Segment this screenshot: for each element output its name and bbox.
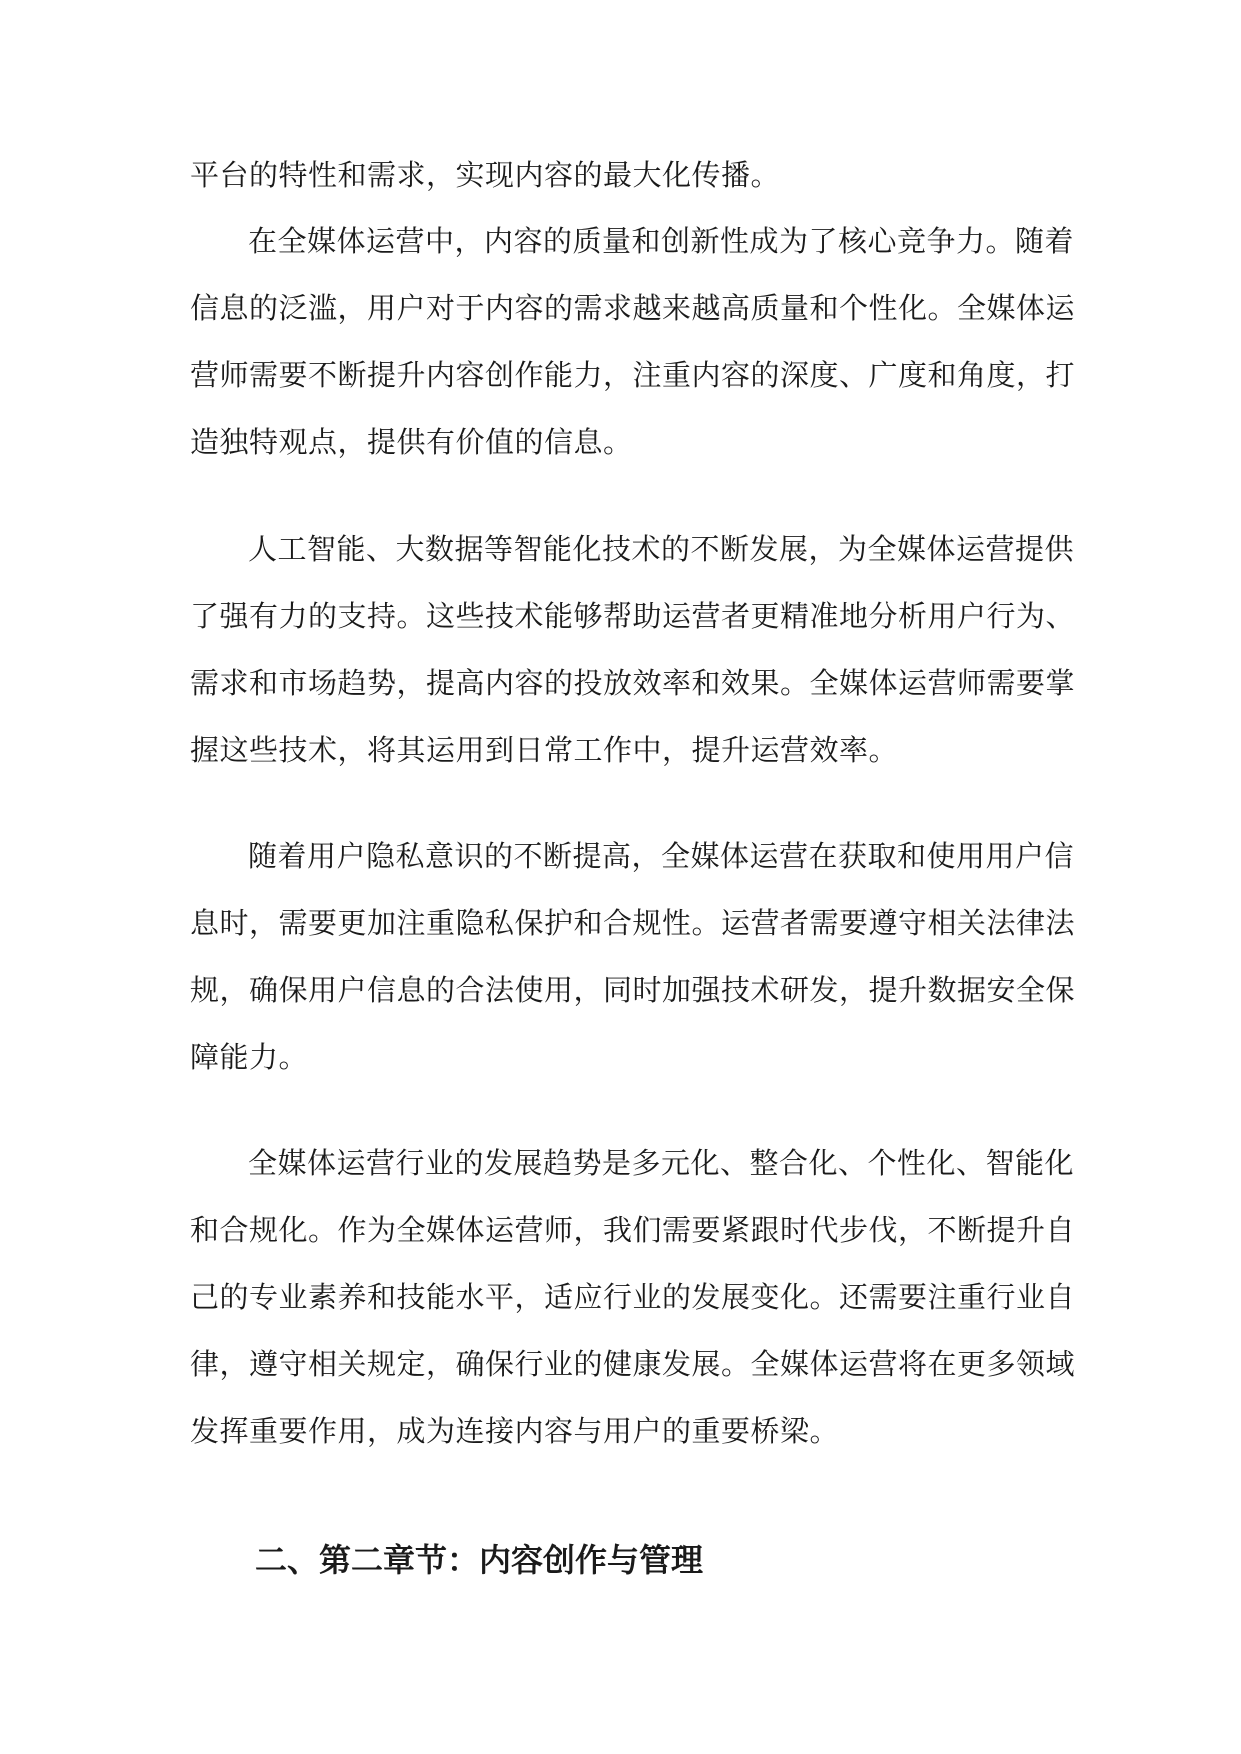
paragraph-4-line-1: 随着用户隐私意识的不断提高，全媒体运营在获取和使用用户信 <box>248 839 1075 873</box>
section-heading: 二、第二章节：内容创作与管理 <box>255 1541 704 1579</box>
paragraph-5-line-5: 发挥重要作用，成为连接内容与用户的重要桥梁。 <box>190 1414 840 1448</box>
paragraph-5-line-2: 和合规化。作为全媒体运营师，我们需要紧跟时代步伐，不断提升自 <box>190 1213 1076 1247</box>
paragraph-4-line-3: 规，确保用户信息的合法使用，同时加强技术研发，提升数据安全保 <box>190 973 1076 1007</box>
paragraph-3-line-1: 人工智能、大数据等智能化技术的不断发展，为全媒体运营提供 <box>248 532 1075 566</box>
paragraph-2-line-2: 信息的泛滥，用户对于内容的需求越来越高质量和个性化。全媒体运 <box>190 291 1076 325</box>
paragraph-2-line-3: 营师需要不断提升内容创作能力，注重内容的深度、广度和角度，打 <box>190 358 1076 392</box>
paragraph-4-line-4: 障能力。 <box>190 1040 309 1074</box>
paragraph-2-line-1: 在全媒体运营中，内容的质量和创新性成为了核心竞争力。随着 <box>248 224 1075 258</box>
paragraph-3-line-3: 需求和市场趋势，提高内容的投放效率和效果。全媒体运营师需要掌 <box>190 666 1076 700</box>
paragraph-3-line-4: 握这些技术，将其运用到日常工作中，提升运营效率。 <box>190 733 899 767</box>
paragraph-5-line-4: 律，遵守相关规定，确保行业的健康发展。全媒体运营将在更多领域 <box>190 1347 1076 1381</box>
paragraph-1-line-1: 平台的特性和需求，实现内容的最大化传播。 <box>190 158 781 192</box>
paragraph-4-line-2: 息时，需要更加注重隐私保护和合规性。运营者需要遵守相关法律法 <box>190 906 1076 940</box>
paragraph-5-line-1: 全媒体运营行业的发展趋势是多元化、整合化、个性化、智能化 <box>248 1146 1075 1180</box>
paragraph-3-line-2: 了强有力的支持。这些技术能够帮助运营者更精准地分析用户行为、 <box>190 599 1076 633</box>
paragraph-5-line-3: 己的专业素养和技能水平，适应行业的发展变化。还需要注重行业自 <box>190 1280 1076 1314</box>
paragraph-2-line-4: 造独特观点，提供有价值的信息。 <box>190 425 633 459</box>
